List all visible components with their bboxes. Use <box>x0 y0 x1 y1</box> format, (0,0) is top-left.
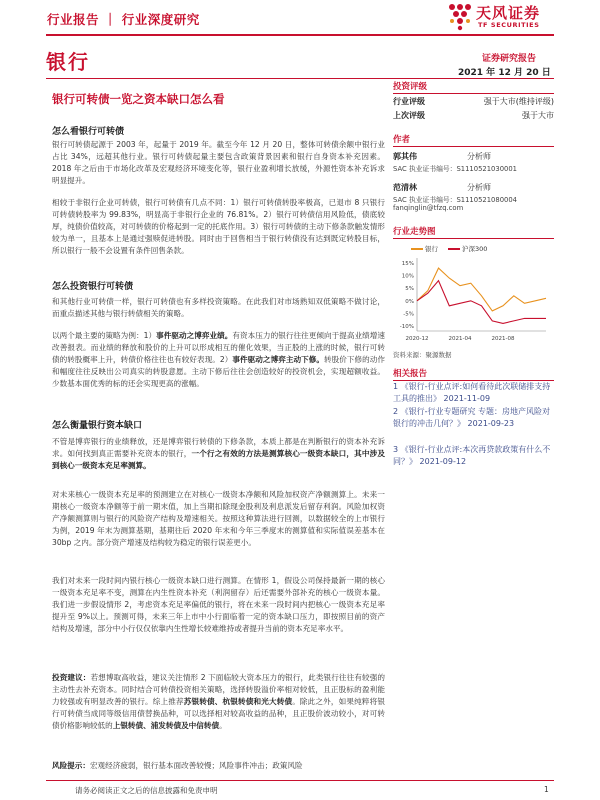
author-heading: 作者 <box>393 133 554 147</box>
risk-warning <box>52 760 385 772</box>
risk-warning-label: 风险提示： <box>52 761 90 770</box>
related-heading: 相关报告 <box>393 367 554 381</box>
series-line-index <box>417 281 546 324</box>
chart-source: 资料来源：聚源数据 <box>393 351 452 359</box>
analyst-name: 郭其伟 <box>393 152 417 161</box>
paragraph-5 <box>52 436 385 472</box>
related-report-title[interactable]: 1 《银行-行业点评:如何看待此次联储排支持工具的推出》 <box>393 382 551 403</box>
paragraph-3: 和其他行业可转债一样，银行可转债也有多样投资策略。在此我们对市场熟知双低策略不做讨论，而重点描述其他与银行转债相关的策略。 <box>52 297 385 318</box>
report-type-label: 行业报告 ｜ 行业深度研究 <box>47 12 200 27</box>
investment-advice <box>52 672 385 732</box>
text-run: 若想博取高收益，建议关注情形 2 下面临较大资本压力的银行，此类银行往往有较强的主动性去补充资本。同时结合可转债投资相关策略，选择转股溢价率相对较低，且正股标的盈利能力较强或有明显改善的银行。综上推荐 <box>52 673 386 706</box>
rating-label: 行业评级 <box>393 97 425 106</box>
rating-label: 上次评级 <box>393 111 425 120</box>
paragraph-7: 我们对未来一段时间内银行核心一级资本缺口进行测算。在情形 1，假设公司保持最新一期的核心一级资本充足率不变，测算在内生性资本补充（利润留存）后还需要外部补充的核心一级资本量。我们进一步假设情形 2，考虑资本充足率偏低的银行，将在未来一段时间内把核心一级资本充足率提升至 9%以上。预测可得，未来三年上市中小行面临着一定的资本缺口压力，即按照目前的资产结构及增速，部分中小行仅仅依靠内生性增长较难维持或者提升当前的资本充足率水平。 <box>52 576 385 633</box>
text-run: 转股价下修的动作和幅度往往反映出公司真实的转股意愿。主动下修后往往会创造较好的投资机会，实现超额收益。少数基本面优秀的标的还会实现更高的涨幅。 <box>52 355 385 388</box>
analyst-cert: SAC 执业证书编号：S1110521080004 <box>393 196 517 204</box>
section-title-3: 怎么衡量银行资本缺口 <box>52 421 143 431</box>
report-kind: 证券研究报告 <box>482 54 537 64</box>
y-tick-label: -5% <box>403 311 414 318</box>
legend-swatch <box>411 248 423 250</box>
paragraph-2: 相较于非银行企业可转债，银行可转债有几点不同：1）银行可转债转股率极高，已退市 8 只银行可转债转股率为 99.83%，明显高于非银行企业的 76.81%。2）银行可转债信用风险低，债底较厚，纯债价值较高，对可转债的价格起到一定的托底作用。3）银行可转债的主动下修条款触发情形较为单一，且基本上是通过强赎促进转股。同时由于回售相当于银行转债没有达到既定转股目标，所以银行一般不会设置有条件回售条款。 <box>52 198 385 255</box>
related-report-date: 2021-09-23 <box>467 419 515 428</box>
x-tick-label: 2020-12 <box>405 336 429 342</box>
text-run: 宏观经济疲弱，银行基本面改善较慢；风险事件冲击；政策风险 <box>89 761 303 770</box>
logo-text-en: TF SECURITIES <box>478 21 540 29</box>
text-run: 有资本压力的银行往往更倾向于提高业绩增速改善报表。而业绩的释放和股价的上升可以形成相互的催化效果，当正股的上涨的时候，银行可转债的转股概率上升，转债价格往往也有较好表现。2） <box>52 331 385 364</box>
y-tick-label: 10% <box>401 273 414 280</box>
x-tick-label: 2021-04 <box>448 336 472 342</box>
industry-trend-chart <box>393 252 554 347</box>
industry-title: 银行 <box>46 50 90 74</box>
x-tick-label: 2021-08 <box>491 336 515 342</box>
footer-disclaimer: 请务必阅读正文之后的信息披露和免责申明 <box>75 786 218 795</box>
analyst-email[interactable]: fanqinglin@tfzq.com <box>393 204 464 212</box>
highlight-run: 一个行之有效的方法是测算核心一级资本缺口，其中涉及到核心一级资本充足率测算。 <box>52 449 386 470</box>
trend-heading: 行业走势图 <box>393 225 554 239</box>
text-run: 。 <box>219 721 227 730</box>
legend-label: 沪深300 <box>462 245 488 253</box>
section-title-2: 怎么投资银行可转债 <box>52 282 134 292</box>
paragraph-1: 银行可转债起源于 2003 年，起量于 2019 年。截至今年 12 月 20 日，整体可转债余额中银行业占比 34%，远超其他行业。银行可转债起量主要包含政策背景因素和银行自身资本补充因素。2018 年之后由于市场化改革及宏观经济环境变化等，银行业盈利增长放缓，外源性资本补充诉求明显提升。 <box>52 140 385 185</box>
y-tick-label: 15% <box>401 261 414 268</box>
highlight-run: 上银转债、浦发转债及中信转债 <box>112 721 220 730</box>
text-run: 不管是博弈银行的业绩释放，还是博弈银行转债的下修条款，本质上都是在判断银行的资本补充诉求。如何找到真正需要补充资本的银行， <box>52 437 385 458</box>
highlight-run: 事件驱动之博弈业绩。 <box>156 331 233 340</box>
analyst-name: 范清林 <box>393 183 417 192</box>
rating-value: 强于大市 <box>522 111 554 120</box>
paragraph-6: 对未来核心一级资本充足率的预测建立在对核心一级资本净额和风险加权资产净额测算上。未来一期核心一级资本净额等于前一期末值，加上当期扣除现金股利及利息派发后留存利润。风险加权资产净额测算则与银行的风险资产结构及增速相关。按照这种算法进行回测，以数据较全的上市银行为例，2019 年末为测算基期，基期往后 2020 年末和今年三季度末的测算值和实际值误差基本在 30bp 之内。部分资产增速及结构较为稳定的银行误差更小。 <box>52 490 385 547</box>
paragraph-4 <box>52 330 385 390</box>
analyst-role: 分析师 <box>467 152 491 161</box>
related-report-1[interactable] <box>393 381 554 405</box>
header-divider <box>46 34 554 36</box>
analyst-cert: SAC 执业证书编号：S1110521030001 <box>393 165 517 173</box>
y-tick-label: 0% <box>405 298 414 305</box>
report-title: 银行可转债一览之资本缺口怎么看 <box>52 92 225 106</box>
rating-heading: 投资评级 <box>393 80 554 94</box>
logo-text-cn: 天风证券 <box>476 4 541 22</box>
rating-value: 强于大市(维持评级) <box>483 97 554 106</box>
footer-divider <box>46 780 554 781</box>
rating-row <box>393 110 554 121</box>
text-run: 以两个最主要的策略为例：1） <box>52 331 157 340</box>
report-date: 2021 年 12 月 20 日 <box>458 68 551 78</box>
highlight-run: 苏银转债、杭银转债和光大转债 <box>183 697 293 706</box>
related-report-3[interactable] <box>393 444 554 468</box>
investment-advice-label: 投资建议： <box>52 673 91 682</box>
related-report-title[interactable]: 2 《银行-行业专题研究 专题：房地产风险对银行的冲击几何？》 <box>393 407 551 428</box>
related-report-2[interactable] <box>393 406 554 430</box>
text-run: 。除此之外，如果纯粹将银行可转债当成同等级信用债替换品种，可以选择相对较高收益的品种，且正股价波动较小，对可转债价格影响较低的 <box>52 697 386 730</box>
series-line-bank <box>417 268 546 311</box>
legend-label: 银行 <box>425 245 438 253</box>
y-tick-label: -10% <box>399 323 414 330</box>
related-report-title[interactable]: 3 《银行-行业点评:本次再贷款政策有什么不同？》 <box>393 445 551 466</box>
title-divider <box>46 78 554 79</box>
related-report-date: 2021-11-09 <box>443 394 491 403</box>
analyst-role: 分析师 <box>467 183 491 192</box>
related-report-date: 2021-09-12 <box>419 457 467 466</box>
section-title-1: 怎么看银行可转债 <box>52 127 125 137</box>
highlight-run: 事件驱动之博弈主动下修。 <box>232 355 324 364</box>
legend-swatch <box>448 248 460 250</box>
page-number: 1 <box>544 785 549 794</box>
rating-row <box>393 96 554 107</box>
y-tick-label: 5% <box>405 286 414 293</box>
